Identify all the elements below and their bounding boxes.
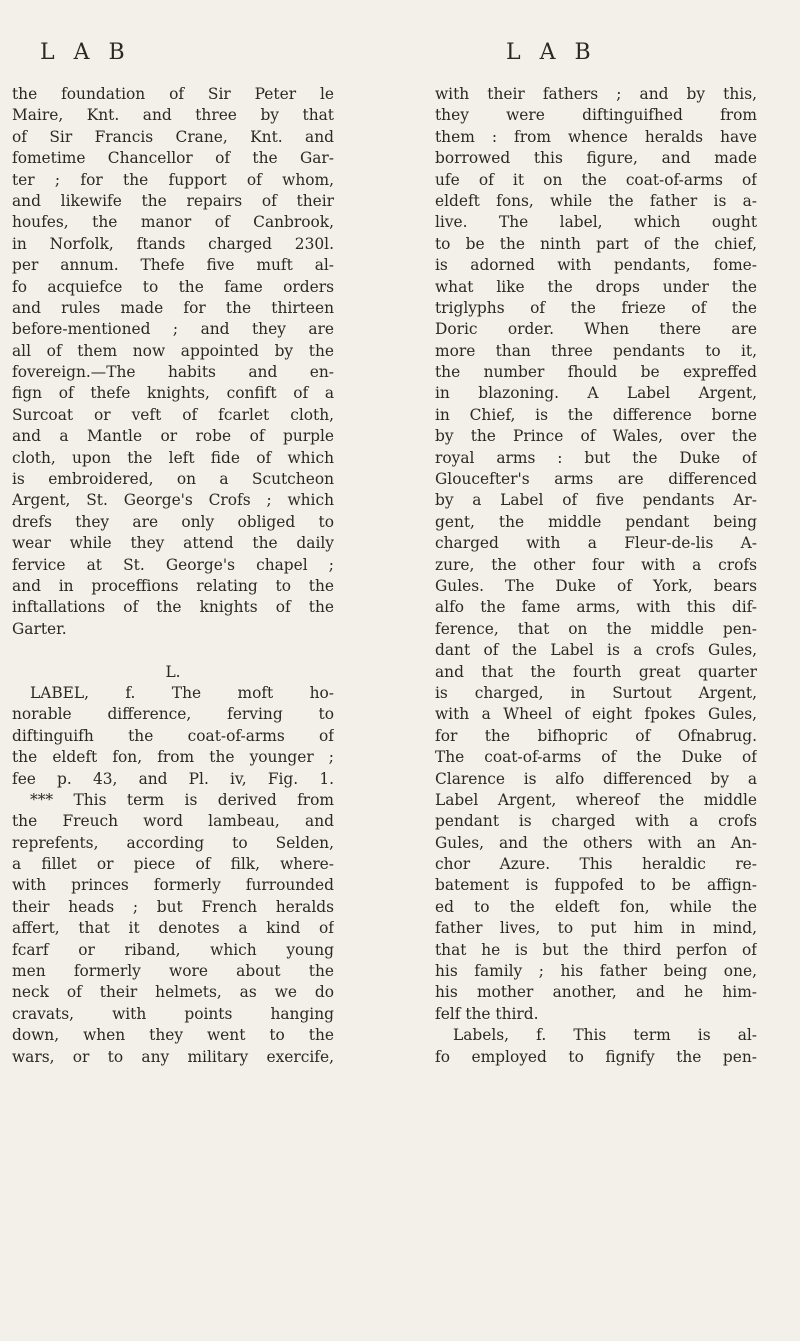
text-line: a fillet or piece of filk, where- (12, 855, 334, 874)
text-line: more than three pendants to it, (435, 341, 757, 360)
text-line: with their fathers ; and by this, (435, 85, 757, 103)
text-line: with a Wheel of eight fpokes Gules, (435, 705, 757, 724)
text-line: chor Azure. This heraldic re- (435, 855, 757, 874)
text-line: the number fhould be expreffed (435, 363, 757, 382)
text-line: all of them now appointed by the (12, 341, 334, 360)
text-line: and that the fourth great quarter (435, 662, 757, 681)
text-line: their heads ; but French heralds (12, 897, 334, 916)
text-line: fervice at St. George's chapel ; (12, 555, 334, 574)
text-line: down, when they went to the (12, 1026, 334, 1045)
text-line: alfo the fame arms, with this dif- (435, 598, 757, 617)
text-line: Maire, Knt. and three by that (12, 106, 334, 125)
text-line: The coat-of-arms of the Duke of (435, 748, 757, 767)
text-line: before-mentioned ; and they are (12, 320, 334, 339)
text-line (12, 640, 334, 661)
text-line: Argent, St. George's Crofs ; which (12, 491, 334, 510)
text-line: ed to the eldeft fon, while the (435, 897, 757, 916)
text-line: live. The label, which ought (435, 213, 757, 232)
text-line: with princes formerly furrounded (12, 876, 334, 895)
text-line: by a Label of five pendants Ar- (435, 491, 757, 510)
text-line: by the Prince of Wales, over the (435, 427, 757, 446)
text-line: wear while they attend the daily (12, 534, 334, 553)
text-line: fovereign.—The habits and en- (12, 363, 334, 382)
text-line: and a Mantle or robe of purple (12, 427, 334, 446)
text-line: eldeft fons, while the father is a- (435, 191, 757, 210)
text-line: fign of thefe knights, confift of a (12, 384, 334, 403)
text-line: Surcoat or veft of fcarlet cloth, (12, 405, 334, 424)
text-line: is adorned with pendants, fome- (435, 256, 757, 275)
text-line: neck of their helmets, as we do (12, 983, 334, 1002)
text-line: and rules made for the thirteen (12, 298, 334, 317)
text-line: reprefents, according to Selden, (12, 833, 334, 852)
text-line: pendant is charged with a crofs (435, 812, 757, 831)
text-line: diftinguifh the coat-of-arms of (12, 726, 334, 745)
text-line: Doric order. When there are (435, 320, 757, 339)
text-line: Garter. (12, 619, 67, 638)
text-line: gent, the middle pendant being (435, 512, 757, 531)
text-line: Labels, f. This term is al- (453, 1026, 757, 1045)
text-line: for the bifhopric of Ofnabrug. (435, 726, 757, 745)
text-line: drefs they are only obliged to (12, 512, 334, 531)
text-line: borrowed this figure, and made (435, 149, 757, 168)
text-line: Gloucefter's arms are differenced (435, 470, 757, 489)
running-head-right: L A B (506, 40, 597, 65)
text-line: houfes, the manor of Canbrook, (12, 213, 334, 232)
text-line: the foundation of Sir Peter le (12, 85, 334, 103)
text-line: and in proceffions relating to the (12, 576, 334, 595)
text-line: fometime Chancellor of the Gar- (12, 149, 334, 168)
text-line: wars, or to any military exercife, (12, 1047, 334, 1066)
text-line: charged with a Fleur-de-lis A- (435, 534, 757, 553)
text-line: his mother another, and he him- (435, 983, 757, 1002)
text-line: in Norfolk, ftands charged 230l. (12, 234, 334, 253)
text-line: norable difference, ferving to (12, 705, 334, 724)
text-line: royal arms : but the Duke of (435, 448, 757, 467)
text-line: they were diftinguifhed from (435, 106, 757, 125)
text-line: Gules. The Duke of York, bears (435, 576, 757, 595)
text-line: cloth, upon the left fide of which (12, 448, 334, 467)
text-line: what like the drops under the (435, 277, 757, 296)
text-line: L. (165, 662, 181, 681)
text-line: ter ; for the fupport of whom, (12, 170, 334, 189)
text-line: is embroidered, on a Scutcheon (12, 470, 334, 489)
text-line: to be the ninth part of the chief, (435, 234, 757, 253)
text-line: felf the third. (435, 1004, 539, 1023)
text-line: the Freuch word lambeau, and (12, 812, 334, 831)
text-line: that he is but the third perfon of (435, 940, 757, 959)
text-line: in Chief, is the difference borne (435, 405, 757, 424)
text-line: of Sir Francis Crane, Knt. and (12, 127, 334, 146)
text-line: per annum. Thefe five muft al- (12, 256, 334, 275)
text-line: the eldeft fon, from the younger ; (12, 748, 334, 767)
text-line: father lives, to put him in mind, (435, 919, 757, 938)
text-line: ference, that on the middle pen- (435, 619, 757, 638)
text-line: Gules, and the others with an An- (435, 833, 757, 852)
right-column (435, 84, 757, 1068)
text-line: fo acquiefce to the fame orders (12, 277, 334, 296)
text-line: fo employed to fignify the pen- (435, 1047, 757, 1066)
left-column (12, 84, 334, 1068)
text-line: triglyphs of the frieze of the (435, 298, 757, 317)
text-line: batement is fuppofed to be affign- (435, 876, 757, 895)
text-line: fee p. 43, and Pl. iv, Fig. 1. (12, 769, 334, 788)
text-line: them : from whence heralds have (435, 127, 757, 146)
text-line: in blazoning. A Label Argent, (435, 384, 757, 403)
text-line: cravats, with points hanging (12, 1004, 334, 1023)
text-line: LABEL, f. The moft ho- (30, 683, 334, 702)
text-line: zure, the other four with a crofs (435, 555, 757, 574)
text-line: men formerly wore about the (12, 962, 334, 981)
text-line: affert, that it denotes a kind of (12, 919, 334, 938)
text-line: is charged, in Surtout Argent, (435, 683, 757, 702)
text-line: his family ; his father being one, (435, 962, 757, 981)
text-line: ufe of it on the coat-of-arms of (435, 170, 757, 189)
text-line: dant of the Label is a crofs Gules, (435, 641, 757, 660)
text-line: and likewife the repairs of their (12, 191, 334, 210)
text-line: inftallations of the knights of the (12, 598, 334, 617)
text-line: Label Argent, whereof the middle (435, 790, 757, 809)
text-line: *** This term is derived from (30, 790, 334, 809)
text-line: fcarf or riband, which young (12, 940, 334, 959)
text-line: Clarence is alfo differenced by a (435, 769, 757, 788)
running-head-left: L A B (40, 40, 131, 65)
